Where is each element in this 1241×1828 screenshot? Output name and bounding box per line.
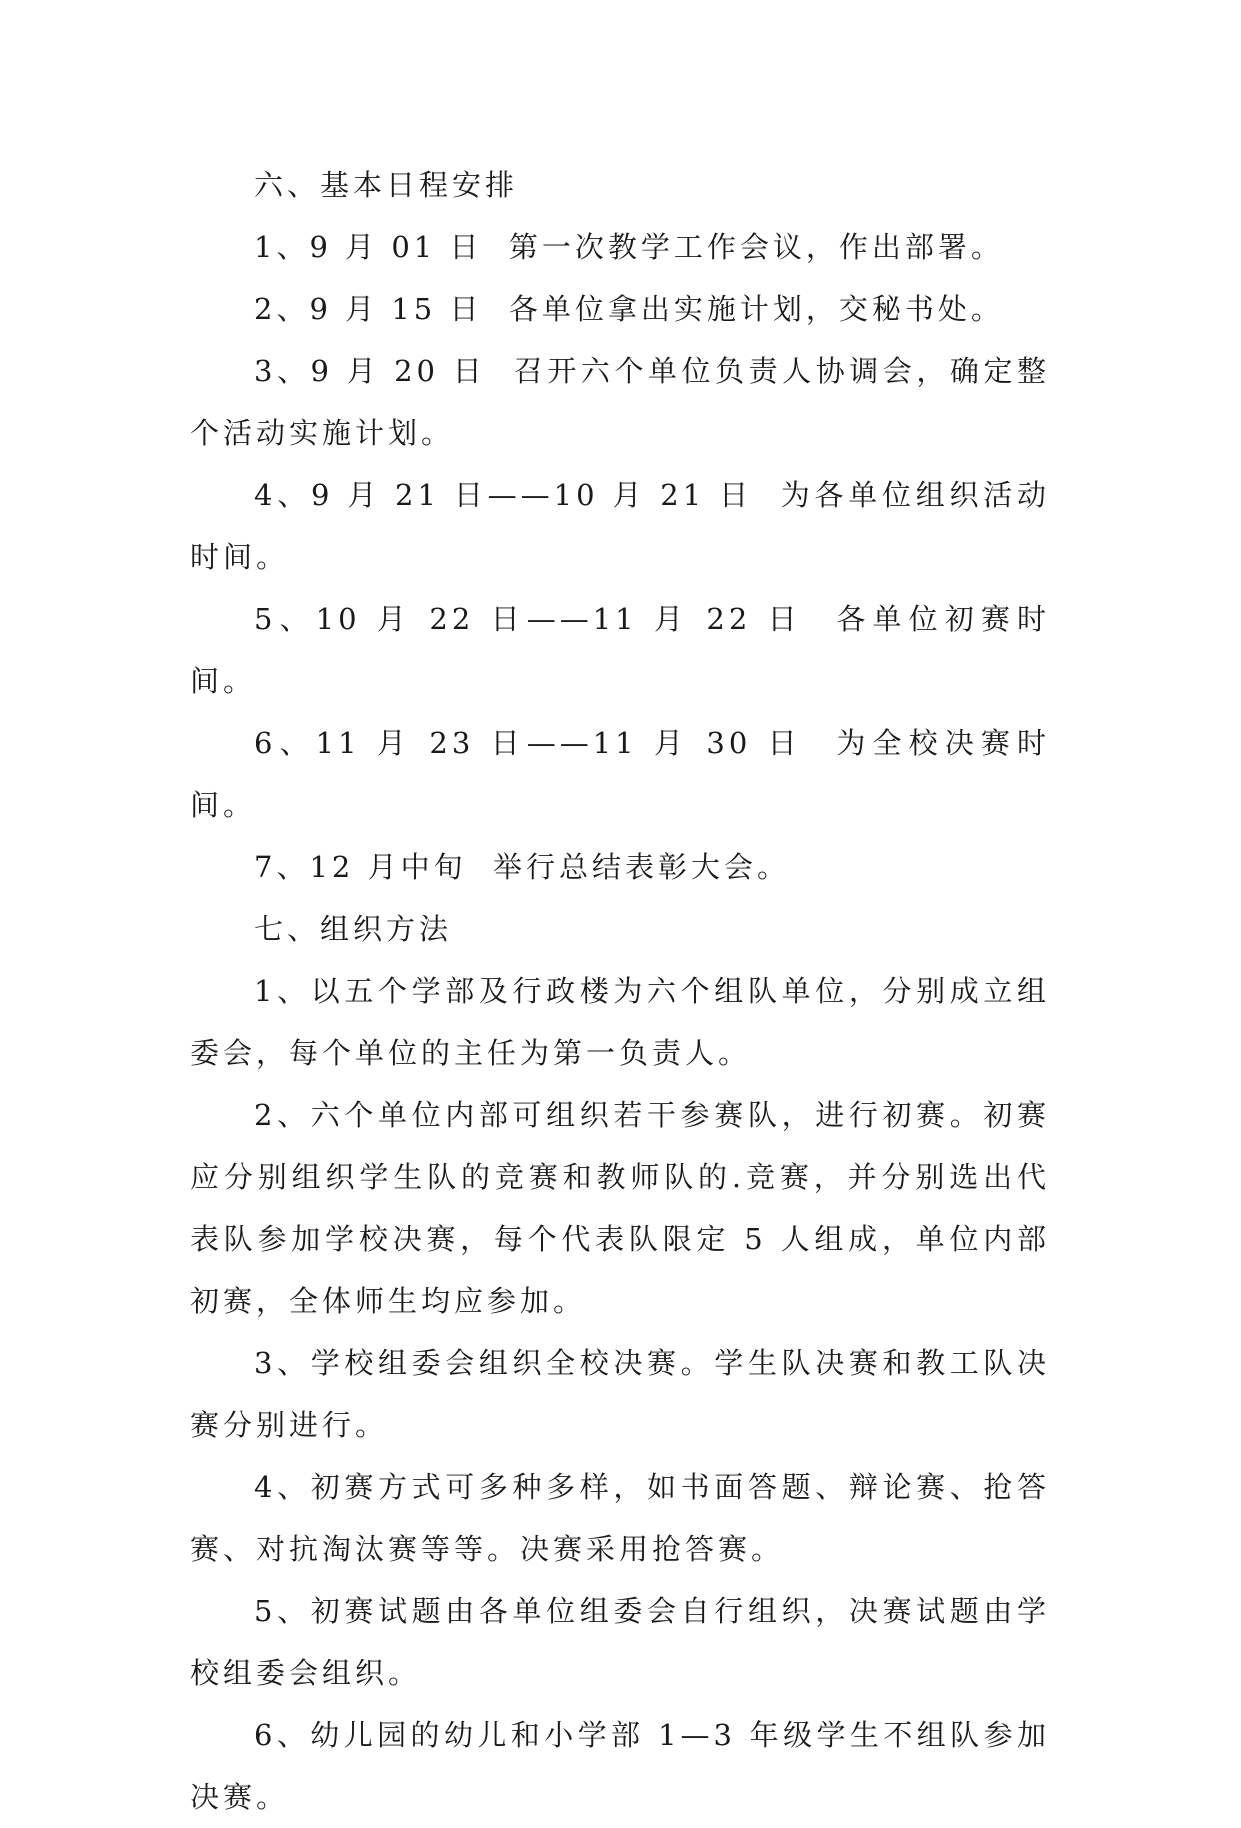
schedule-item-7: 7、12 月中旬 举行总结表彰大会。 xyxy=(254,850,791,884)
organization-item-4: 4、初赛方式可多种多样，如书面答题、辩论赛、抢答赛、对抗淘汰赛等等。决赛采用抢答赛。 xyxy=(190,1470,1050,1566)
organization-item-1: 1、以五个学部及行政楼为六个组队单位，分别成立组委会，每个单位的主任为第一负责人。 xyxy=(190,974,1050,1070)
schedule-item-6: 6、11 月 23 日——11 月 30 日 为全校决赛时间。 xyxy=(190,726,1050,822)
section-heading-organization: 七、组织方法 xyxy=(254,912,453,946)
organization-item-3: 3、学校组委会组织全校决赛。学生队决赛和教工队决赛分别进行。 xyxy=(190,1346,1050,1442)
organization-item-5: 5、初赛试题由各单位组委会自行组织，决赛试题由学校组委会组织。 xyxy=(190,1594,1050,1690)
organization-item-6: 6、幼儿园的幼儿和小学部 1—3 年级学生不组队参加决赛。 xyxy=(190,1718,1050,1814)
schedule-item-3: 3、9 月 20 日 召开六个单位负责人协调会，确定整个活动实施计划。 xyxy=(190,354,1050,450)
organization-item-2: 2、六个单位内部可组织若干参赛队，进行初赛。初赛应分别组织学生队的竞赛和教师队的.竞赛，并分别选出代表队参加学校决赛，每个代表队限定 5 人组成，单位内部初赛，全体师生均应参加。 xyxy=(190,1098,1050,1318)
schedule-item-4: 4、9 月 21 日——10 月 21 日 为各单位组织活动时间。 xyxy=(190,478,1050,574)
schedule-item-5: 5、10 月 22 日——11 月 22 日 各单位初赛时间。 xyxy=(190,602,1050,698)
schedule-item-1: 1、9 月 01 日 第一次教学工作会议，作出部署。 xyxy=(254,230,1004,264)
schedule-item-2: 2、9 月 15 日 各单位拿出实施计划，交秘书处。 xyxy=(254,292,1004,326)
section-heading-schedule: 六、基本日程安排 xyxy=(254,168,519,202)
document-body xyxy=(190,154,1050,1828)
